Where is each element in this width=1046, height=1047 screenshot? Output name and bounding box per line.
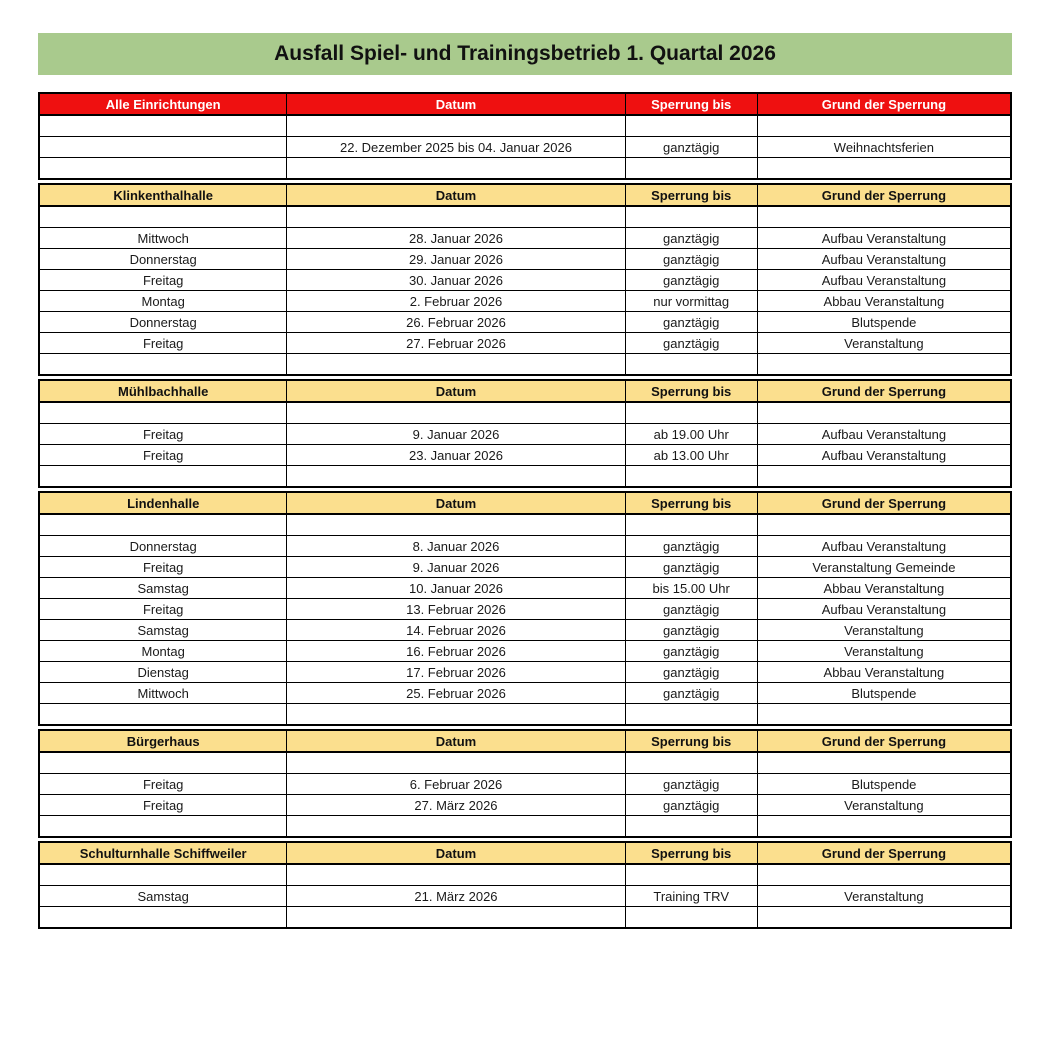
cell-closure-until: ganztägig — [625, 249, 757, 270]
spacer-cell — [39, 115, 287, 137]
column-header-grund: Grund der Sperrung — [757, 842, 1011, 864]
column-header-grund: Grund der Sperrung — [757, 730, 1011, 752]
spacer-cell — [287, 752, 625, 774]
section-table-klinkenthalhalle — [38, 183, 1012, 376]
spacer-cell — [625, 402, 757, 424]
section-table-b-rgerhaus — [38, 729, 1012, 838]
cell-day: Freitag — [39, 270, 287, 291]
cell-reason: Blutspende — [757, 774, 1011, 795]
section-header-row — [39, 93, 1011, 115]
spacer-cell — [757, 354, 1011, 376]
cell-day: Donnerstag — [39, 249, 287, 270]
spacer-cell — [39, 816, 287, 838]
spacer-cell — [757, 704, 1011, 726]
table-row — [39, 137, 1011, 158]
cell-closure-until: ganztägig — [625, 333, 757, 354]
spacer-cell — [287, 115, 625, 137]
cell-closure-until: ganztägig — [625, 774, 757, 795]
column-header-datum: Datum — [287, 492, 625, 514]
table-row — [39, 557, 1011, 578]
section-header-row — [39, 492, 1011, 514]
table-row — [39, 228, 1011, 249]
cell-day — [39, 137, 287, 158]
spacer-cell — [757, 907, 1011, 929]
cell-date: 9. Januar 2026 — [287, 424, 625, 445]
cell-day: Donnerstag — [39, 536, 287, 557]
spacer-cell — [287, 206, 625, 228]
schedule-tables — [38, 92, 1012, 929]
column-header-grund: Grund der Sperrung — [757, 492, 1011, 514]
section-header-row — [39, 184, 1011, 206]
cell-date: 26. Februar 2026 — [287, 312, 625, 333]
section-table-alle-einrichtungen — [38, 92, 1012, 180]
cell-day: Freitag — [39, 424, 287, 445]
cell-day: Samstag — [39, 578, 287, 599]
spacer-cell — [287, 402, 625, 424]
table-row — [39, 291, 1011, 312]
section-name-cell: Lindenhalle — [39, 492, 287, 514]
cell-closure-until: ganztägig — [625, 620, 757, 641]
cell-date: 8. Januar 2026 — [287, 536, 625, 557]
column-header-sperrung-bis: Sperrung bis — [625, 380, 757, 402]
spacer-row — [39, 402, 1011, 424]
spacer-cell — [39, 466, 287, 488]
cell-reason: Aufbau Veranstaltung — [757, 445, 1011, 466]
table-row — [39, 683, 1011, 704]
spacer-cell — [287, 864, 625, 886]
cell-date: 23. Januar 2026 — [287, 445, 625, 466]
cell-reason: Blutspende — [757, 312, 1011, 333]
column-header-datum: Datum — [287, 842, 625, 864]
cell-closure-until: ganztägig — [625, 795, 757, 816]
page-title: Ausfall Spiel- und Trainingsbetrieb 1. Quartal 2026 — [274, 42, 776, 65]
spacer-row — [39, 466, 1011, 488]
cell-closure-until: ganztägig — [625, 557, 757, 578]
section-name-cell: Alle Einrichtungen — [39, 93, 287, 115]
cell-reason: Abbau Veranstaltung — [757, 662, 1011, 683]
cell-reason: Aufbau Veranstaltung — [757, 536, 1011, 557]
column-header-datum: Datum — [287, 380, 625, 402]
table-row — [39, 774, 1011, 795]
cell-date: 6. Februar 2026 — [287, 774, 625, 795]
section-header-row — [39, 730, 1011, 752]
section-name-cell: Klinkenthalhalle — [39, 184, 287, 206]
table-row — [39, 620, 1011, 641]
spacer-cell — [625, 466, 757, 488]
spacer-cell — [625, 158, 757, 180]
cell-closure-until: Training TRV — [625, 886, 757, 907]
spacer-cell — [625, 816, 757, 838]
spacer-cell — [287, 816, 625, 838]
cell-date: 17. Februar 2026 — [287, 662, 625, 683]
column-header-grund: Grund der Sperrung — [757, 93, 1011, 115]
spacer-row — [39, 907, 1011, 929]
section-table-m-hlbachhalle — [38, 379, 1012, 488]
cell-closure-until: ganztägig — [625, 662, 757, 683]
table-row — [39, 662, 1011, 683]
spacer-cell — [757, 752, 1011, 774]
cell-day: Freitag — [39, 599, 287, 620]
cell-date: 10. Januar 2026 — [287, 578, 625, 599]
cell-date: 13. Februar 2026 — [287, 599, 625, 620]
table-row — [39, 333, 1011, 354]
cell-day: Freitag — [39, 774, 287, 795]
cell-reason: Blutspende — [757, 683, 1011, 704]
column-header-grund: Grund der Sperrung — [757, 380, 1011, 402]
cell-day: Freitag — [39, 557, 287, 578]
spacer-row — [39, 354, 1011, 376]
spacer-cell — [39, 752, 287, 774]
table-row — [39, 795, 1011, 816]
spacer-cell — [757, 816, 1011, 838]
column-header-sperrung-bis: Sperrung bis — [625, 730, 757, 752]
cell-reason: Aufbau Veranstaltung — [757, 424, 1011, 445]
cell-closure-until: ab 19.00 Uhr — [625, 424, 757, 445]
spacer-cell — [757, 466, 1011, 488]
spacer-cell — [625, 704, 757, 726]
cell-day: Donnerstag — [39, 312, 287, 333]
cell-date: 16. Februar 2026 — [287, 641, 625, 662]
spacer-cell — [39, 907, 287, 929]
spacer-cell — [287, 158, 625, 180]
cell-reason: Veranstaltung — [757, 641, 1011, 662]
cell-day: Freitag — [39, 333, 287, 354]
spacer-row — [39, 704, 1011, 726]
spacer-cell — [625, 752, 757, 774]
column-header-sperrung-bis: Sperrung bis — [625, 842, 757, 864]
spacer-row — [39, 158, 1011, 180]
cell-closure-until: ganztägig — [625, 228, 757, 249]
column-header-sperrung-bis: Sperrung bis — [625, 492, 757, 514]
cell-reason: Weihnachtsferien — [757, 137, 1011, 158]
column-header-sperrung-bis: Sperrung bis — [625, 93, 757, 115]
cell-day: Samstag — [39, 620, 287, 641]
cell-closure-until: ganztägig — [625, 536, 757, 557]
cell-closure-until: ganztägig — [625, 270, 757, 291]
spacer-row — [39, 115, 1011, 137]
column-header-datum: Datum — [287, 730, 625, 752]
cell-day: Samstag — [39, 886, 287, 907]
spacer-cell — [757, 514, 1011, 536]
spacer-cell — [757, 158, 1011, 180]
schedule-page — [38, 33, 1012, 929]
cell-date: 27. März 2026 — [287, 795, 625, 816]
section-name-cell: Bürgerhaus — [39, 730, 287, 752]
table-row — [39, 445, 1011, 466]
spacer-cell — [287, 514, 625, 536]
table-row — [39, 599, 1011, 620]
cell-reason: Veranstaltung — [757, 795, 1011, 816]
column-header-datum: Datum — [287, 93, 625, 115]
cell-date: 9. Januar 2026 — [287, 557, 625, 578]
section-table-schulturnhalle-schiffweiler — [38, 841, 1012, 929]
spacer-cell — [39, 402, 287, 424]
spacer-cell — [39, 206, 287, 228]
table-row — [39, 312, 1011, 333]
cell-closure-until: ganztägig — [625, 312, 757, 333]
cell-reason: Aufbau Veranstaltung — [757, 249, 1011, 270]
cell-closure-until: ab 13.00 Uhr — [625, 445, 757, 466]
cell-day: Dienstag — [39, 662, 287, 683]
cell-reason: Aufbau Veranstaltung — [757, 270, 1011, 291]
table-row — [39, 641, 1011, 662]
spacer-row — [39, 816, 1011, 838]
cell-date: 2. Februar 2026 — [287, 291, 625, 312]
spacer-row — [39, 752, 1011, 774]
spacer-cell — [287, 466, 625, 488]
cell-date: 27. Februar 2026 — [287, 333, 625, 354]
table-row — [39, 886, 1011, 907]
spacer-cell — [287, 354, 625, 376]
section-header-row — [39, 380, 1011, 402]
cell-day: Freitag — [39, 445, 287, 466]
spacer-cell — [757, 402, 1011, 424]
cell-reason: Veranstaltung — [757, 620, 1011, 641]
cell-reason: Abbau Veranstaltung — [757, 291, 1011, 312]
spacer-cell — [39, 864, 287, 886]
cell-date: 29. Januar 2026 — [287, 249, 625, 270]
spacer-cell — [287, 907, 625, 929]
spacer-row — [39, 864, 1011, 886]
cell-closure-until: ganztägig — [625, 137, 757, 158]
cell-reason: Veranstaltung — [757, 333, 1011, 354]
section-table-lindenhalle — [38, 491, 1012, 726]
column-header-datum: Datum — [287, 184, 625, 206]
cell-closure-until: bis 15.00 Uhr — [625, 578, 757, 599]
cell-date: 30. Januar 2026 — [287, 270, 625, 291]
cell-day: Freitag — [39, 795, 287, 816]
cell-closure-until: nur vormittag — [625, 291, 757, 312]
cell-day: Montag — [39, 641, 287, 662]
cell-date: 21. März 2026 — [287, 886, 625, 907]
table-row — [39, 536, 1011, 557]
cell-date: 25. Februar 2026 — [287, 683, 625, 704]
table-row — [39, 249, 1011, 270]
spacer-row — [39, 206, 1011, 228]
cell-reason: Abbau Veranstaltung — [757, 578, 1011, 599]
spacer-row — [39, 514, 1011, 536]
spacer-cell — [757, 864, 1011, 886]
cell-closure-until: ganztägig — [625, 641, 757, 662]
spacer-cell — [287, 704, 625, 726]
cell-reason: Veranstaltung — [757, 886, 1011, 907]
spacer-cell — [625, 907, 757, 929]
spacer-cell — [625, 514, 757, 536]
section-header-row — [39, 842, 1011, 864]
spacer-cell — [625, 354, 757, 376]
cell-reason: Veranstaltung Gemeinde — [757, 557, 1011, 578]
spacer-cell — [39, 514, 287, 536]
cell-date: 14. Februar 2026 — [287, 620, 625, 641]
cell-date: 22. Dezember 2025 bis 04. Januar 2026 — [287, 137, 625, 158]
section-name-cell: Mühlbachhalle — [39, 380, 287, 402]
cell-day: Montag — [39, 291, 287, 312]
spacer-cell — [625, 115, 757, 137]
cell-reason: Aufbau Veranstaltung — [757, 599, 1011, 620]
spacer-cell — [39, 158, 287, 180]
spacer-cell — [757, 206, 1011, 228]
table-row — [39, 578, 1011, 599]
cell-closure-until: ganztägig — [625, 683, 757, 704]
title-bar — [38, 33, 1012, 75]
cell-day: Mittwoch — [39, 228, 287, 249]
table-row — [39, 424, 1011, 445]
column-header-grund: Grund der Sperrung — [757, 184, 1011, 206]
spacer-cell — [625, 206, 757, 228]
cell-closure-until: ganztägig — [625, 599, 757, 620]
cell-date: 28. Januar 2026 — [287, 228, 625, 249]
table-row — [39, 270, 1011, 291]
spacer-cell — [39, 354, 287, 376]
spacer-cell — [757, 115, 1011, 137]
cell-day: Mittwoch — [39, 683, 287, 704]
column-header-sperrung-bis: Sperrung bis — [625, 184, 757, 206]
spacer-cell — [625, 864, 757, 886]
spacer-cell — [39, 704, 287, 726]
cell-reason: Aufbau Veranstaltung — [757, 228, 1011, 249]
section-name-cell: Schulturnhalle Schiffweiler — [39, 842, 287, 864]
